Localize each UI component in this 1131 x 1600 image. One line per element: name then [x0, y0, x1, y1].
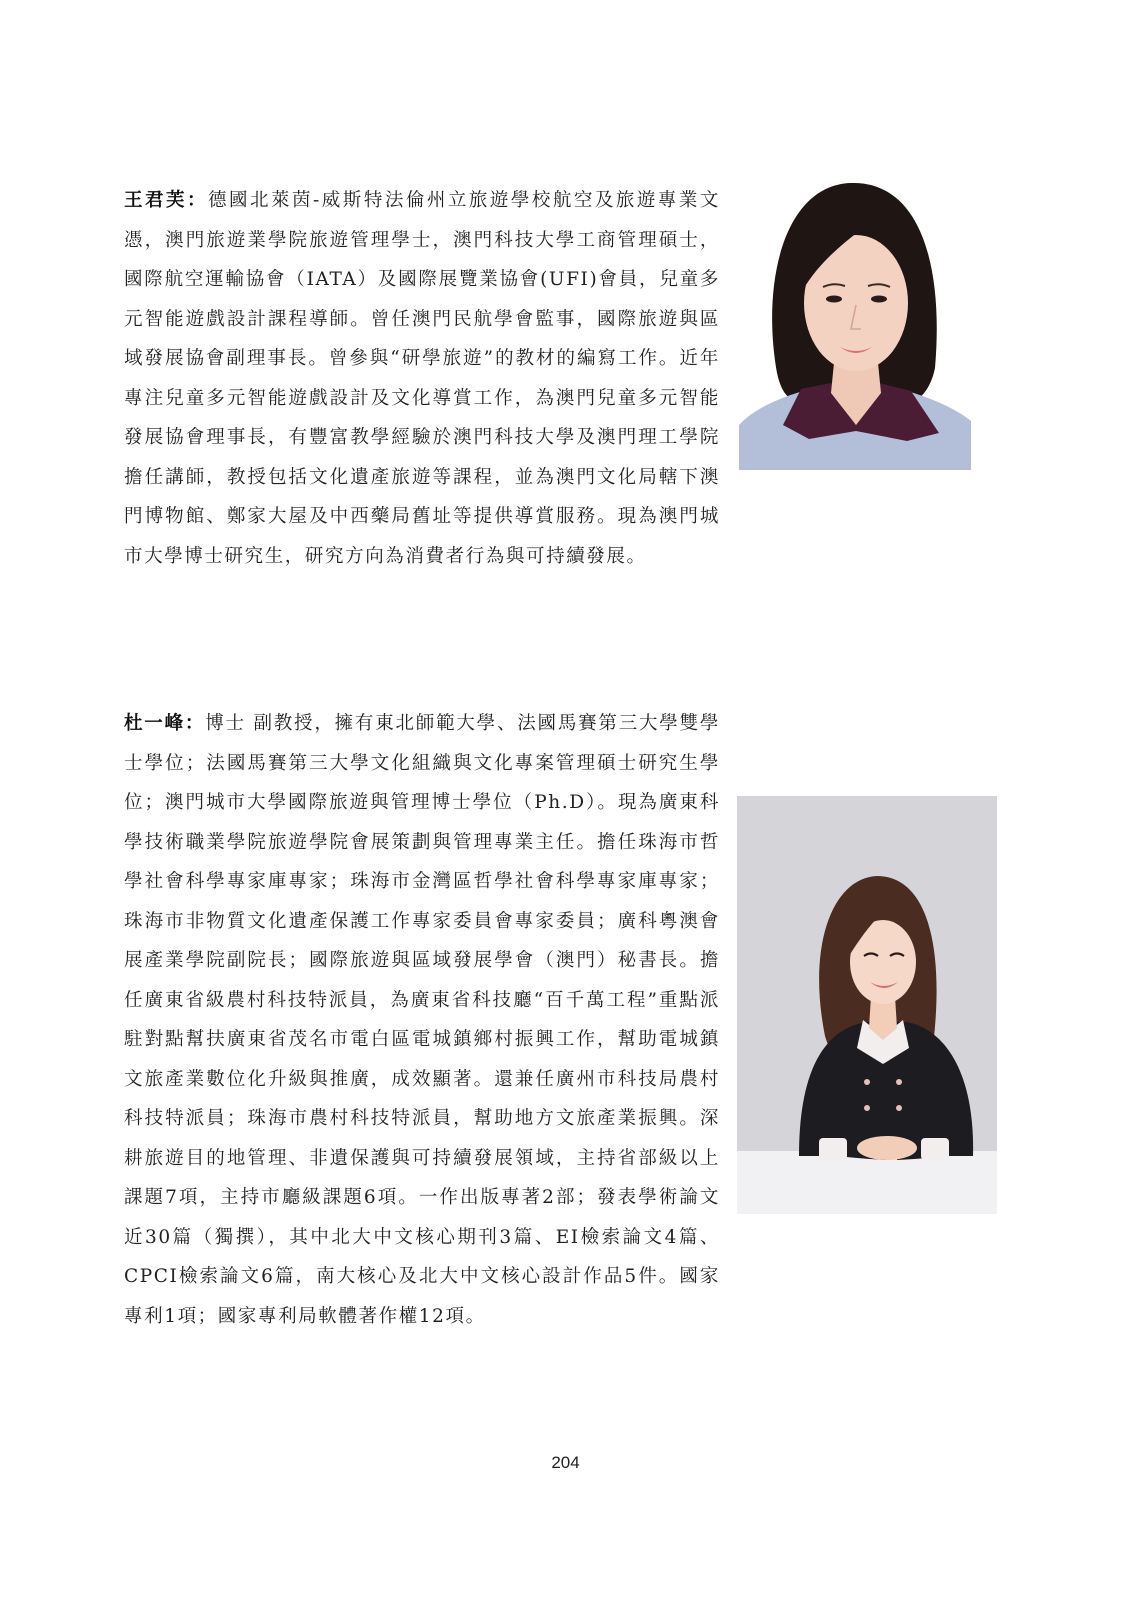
profile-name-du: 杜一峰	[124, 713, 185, 734]
portrait-image-du	[737, 796, 997, 1214]
profile-bio-du	[124, 704, 720, 1336]
portrait-photo-wang	[739, 163, 971, 470]
page-number: 204	[551, 1453, 580, 1472]
portrait-image-wang	[739, 163, 971, 470]
profile-text-wang: 德國北萊茵-威斯特法倫州立旅遊學校航空及旅遊專業文憑，澳門旅遊業學院旅遊管理學士，澳門科技大學工商管理碩士，國際航空運輸協會（IATA）及國際展覽業協會(UFI)會員，兒童多元智能遊戲設計課程導師。曾任澳門民航學會監事，國際旅遊與區域發展協會副理事長。曾參與“研學旅遊”的教材的編寫工作。近年專注兒童多元智能遊戲設計及文化導賞工作，為澳門兒童多元智能發展協會理事長，有豐富教學經驗於澳門科技大學及澳門理工學院擔任講師，教授包括文化遺產旅遊等課程，並為澳門文化局轄下澳門博物館、鄭家大屋及中西藥局舊址等提供導賞服務。現為澳門城市大學博士研究生，研究方向為消費者行為與可持續發展。	[124, 190, 720, 567]
name-separator: ：	[184, 713, 206, 734]
portrait-photo-du	[737, 796, 997, 1214]
name-separator: ：	[187, 190, 209, 211]
profile-text-du: 博士 副教授，擁有東北師範大學、法國馬賽第三大學雙學士學位；法國馬賽第三大學文化組織與文化專案管理碩士研究生學位；澳門城市大學國際旅遊與管理博士學位（Ph.D）。現為廣東科學技術職業學院旅遊學院會展策劃與管理專業主任。擔任珠海市哲學社會科學專家庫專家；珠海市金灣區哲學社會科學專家庫專家；珠海市非物質文化遺產保護工作專家委員會專家委員；廣科粵澳會展產業學院副院長；國際旅遊與區域發展學會（澳門）秘書長。擔任廣東省級農村科技特派員，為廣東省科技廳“百千萬工程”重點派駐對點幫扶廣東省茂名市電白區電城鎮鄉村振興工作，幫助電城鎮文旅產業數位化升級與推廣，成效顯著。還兼任廣州市科技局農村科技特派員；珠海市農村科技特派員，幫助地方文旅產業振興。深耕旅遊目的地管理、非遺保護與可持續發展領域，主持省部級以上課題7項，主持市廳級課題6項。一作出版專著2部；發表學術論文近30篇（獨撰），其中北大中文核心期刊3篇、EI檢索論文4篇、CPCI檢索論文6篇，南大核心及北大中文核心設計作品5件。國家專利1項；國家專利局軟體著作權12項。	[124, 713, 720, 1327]
profile-bio-wang	[124, 181, 720, 576]
profile-name-wang: 王君芙	[124, 190, 188, 211]
